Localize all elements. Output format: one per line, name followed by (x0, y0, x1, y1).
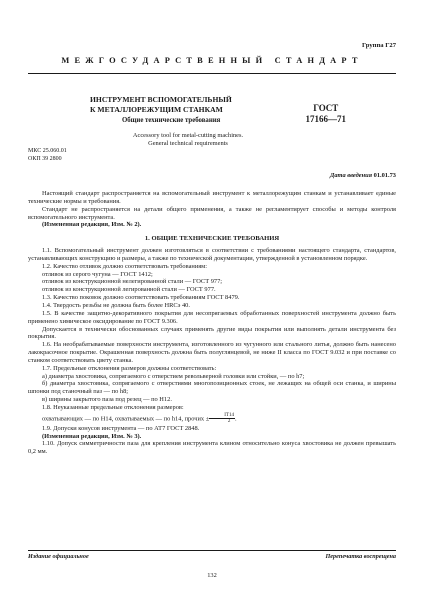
okp-code: ОКП 39 2800 (28, 155, 62, 162)
clause-1-7: 1.7. Предельные отклонения размеров должны соответствовать: (42, 364, 217, 372)
title-line-2: К МЕТАЛЛОРЕЖУЩИМ СТАНКАМ (90, 104, 223, 114)
clause-1-6: 1.6. На необрабатываемые поверхности инструмента, изготовленного из чугунного или стального литья, должно быть нанесено лакокрасочное покрытие. Окрашенная поверхность должна быть полуглянцевой, не ниже II класса по ГОСТ 9.032 и при поставке со станком соответствовать цвету станка. (28, 341, 396, 364)
gost-number (306, 103, 347, 125)
document-body (28, 190, 396, 456)
clause-1-2-item: отливок из серого чугуна — ГОСТ 1412; (42, 270, 153, 278)
clause-1-4: 1.4. Твердость резьбы не должна быть более HRCэ 40. (42, 301, 190, 309)
official-edition-note: Издание официальное (28, 553, 89, 560)
english-title-line-2: General technical requirements (148, 140, 228, 148)
classification-codes (28, 148, 67, 163)
fraction-numerator: IT14 (209, 413, 235, 420)
clause-1-8: 1.8. Неуказанные предельные отклонения размеров: (42, 403, 184, 411)
intro-paragraph-2: Стандарт не распространяется на детали общего применения, а также не регламентирует способы и методы контроля вспомогательного инструмента. (28, 205, 396, 221)
clause-1-5: 1.5. В качестве защитно-декоративного покрытия для несопрягаемых обработанных поверхностей инструмента должно быть применено химическое оксидирование по ГОСТ 9.306. (28, 309, 396, 325)
gost-label: ГОСТ (313, 103, 339, 113)
interstate-standard-banner: МЕЖГОСУДАРСТВЕННЫЙ СТАНДАРТ (61, 56, 363, 65)
clause-1-2-item: отливок из конструкционной легированной стали — ГОСТ 977. (42, 286, 216, 294)
tolerances-text: охватывающих — по H14, охватываемых — по h14, прочих ± (42, 415, 210, 423)
english-title (88, 132, 288, 148)
english-title-line-1: Accessory tool for metal-cutting machines. (132, 132, 244, 139)
clause-1-9: 1.9. Допуски конусов инструмента — по АТ7 ГОСТ 2848. (42, 424, 200, 432)
tolerances-end: . (234, 415, 237, 423)
reprint-prohibited-note: Перепечатка воспрещена (325, 553, 396, 560)
amendment-note-2: (Измененная редакция, Изм. № 2). (42, 221, 142, 229)
page-number: 132 (207, 572, 217, 579)
section-heading: 1. ОБЩИЕ ТЕХНИЧЕСКИЕ ТРЕБОВАНИЯ (144, 235, 280, 243)
clause-1-2-item: отливок из конструкционной нелегированной стали — ГОСТ 977; (42, 278, 223, 286)
gost-code: 17166—71 (305, 114, 346, 124)
clause-1-8-tolerances (28, 413, 396, 425)
clause-1-1: 1.1. Вспомогательный инструмент должен изготовляться в соответствии с требованиями настоящего стандарта, стандартов, устанавливающих конструкцию и размеры, а также по технической документации, утвержденной в установленном порядке. (28, 247, 396, 262)
bottom-divider (28, 550, 396, 551)
clause-1-3: 1.3. Качество поковок должно соответствовать требованиям ГОСТ 8479. (42, 294, 240, 302)
clause-1-10: 1.10. Допуск симметричности паза для крепления инструмента клином относительно конуса хвостовика не должен превышать 0,2 мм. (28, 440, 396, 456)
clause-1-7-item: в) ширины закрытого паза под резец — по H12. (42, 396, 172, 404)
clause-1-7-item: а) диаметра хвостовика, сопрягаемого с отверстием револьверной головки или стойки, — по h7; (42, 372, 305, 380)
fraction-denominator: 2 (227, 419, 231, 425)
document-subtitle: Общие технические требования (122, 117, 221, 124)
group-code: Группа Г27 (362, 42, 396, 49)
clause-1-2: 1.2. Качество отливок должно соответствовать требованиям: (42, 262, 208, 270)
effective-date-value: 01.01.73 (373, 172, 396, 179)
mks-code: МКС 25.060.01 (28, 148, 67, 154)
effective-date-label: Дата введения (329, 172, 373, 179)
document-title (90, 95, 232, 114)
top-divider (28, 73, 396, 74)
intro-paragraph-1: Настоящий стандарт распространяется на вспомогательный инструмент к металлорежущим станкам и устанавливает единые технические нормы и требования. (28, 190, 396, 205)
amendment-note-3: (Измененная редакция, Изм. № 3). (42, 432, 142, 440)
title-line-1: ИНСТРУМЕНТ ВСПОМОГАТЕЛЬНЫЙ (90, 95, 232, 104)
it14-fraction (209, 413, 235, 425)
effective-date (330, 172, 396, 179)
clause-1-7-item: б) диаметра хвостовика, сопрягаемого с отверстиями многопозиционных стоек, не лежащих на общей оси станка, и ширины шпонки под станочный паз — по h8; (28, 380, 396, 396)
clause-1-5-note: Допускается в технически обоснованных случаях применять другие виды покрытия или выполнять детали инструмента без покрытия. (28, 325, 396, 341)
